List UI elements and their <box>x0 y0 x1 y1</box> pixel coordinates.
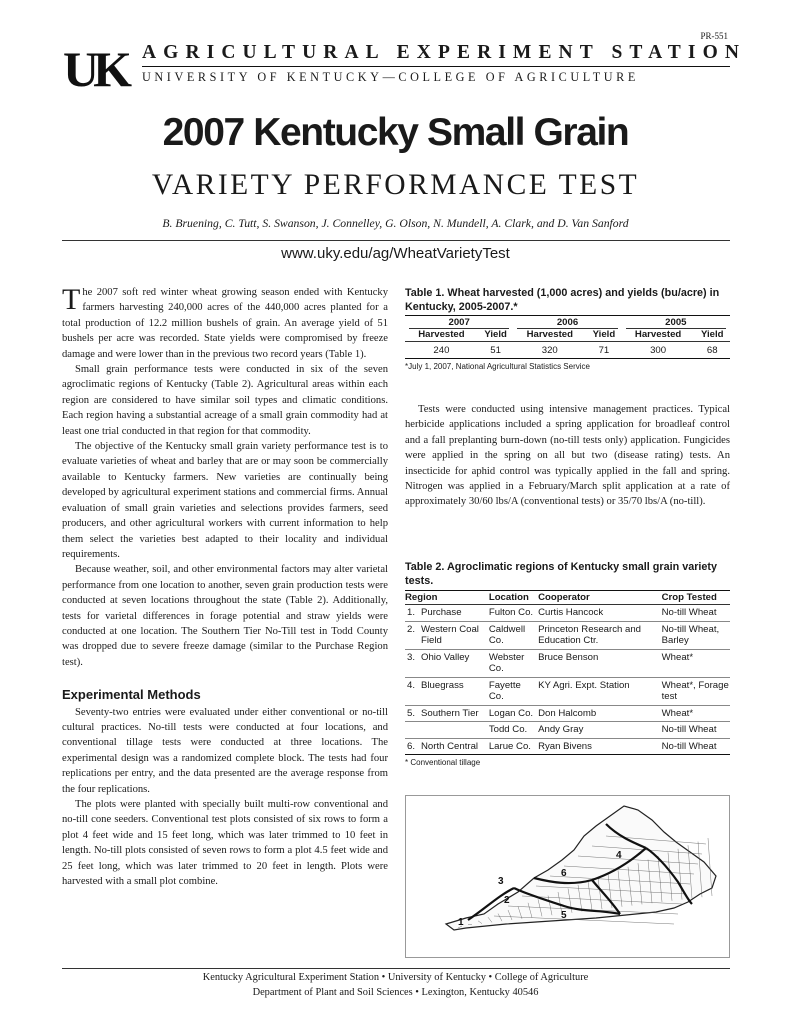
region-cell <box>421 722 489 739</box>
region-cell: Southern Tier <box>421 705 489 722</box>
author-list: B. Bruening, C. Tutt, S. Swanson, J. Connelley, G. Olson, N. Mundell, A. Clark, and D. Van Sanford <box>162 217 629 230</box>
crop-cell: Wheat*, Forage test <box>662 677 730 705</box>
location-cell: Fulton Co. <box>489 605 538 622</box>
column-header: Location <box>489 591 538 605</box>
row-number-cell <box>405 722 421 739</box>
year-header: 2005 <box>622 316 730 330</box>
region-cell: Ohio Valley <box>421 649 489 677</box>
region-cell: North Central <box>421 738 489 755</box>
table-wheat-harvest <box>405 286 730 371</box>
publication-number: PR-551 <box>700 31 728 41</box>
row-number-cell: 6. <box>405 738 421 755</box>
table-row <box>405 705 730 722</box>
regions-table-body <box>405 605 730 755</box>
footer-line: Department of Plant and Soil Sciences • Lexington, Kentucky 40546 <box>252 987 539 998</box>
row-number-cell: 5. <box>405 705 421 722</box>
page-title: 2007 Kentucky Small Grain <box>162 111 629 154</box>
crop-cell: No-till Wheat, Barley <box>662 621 730 649</box>
location-cell: Caldwell Co. <box>489 621 538 649</box>
region-label: 5 <box>561 910 567 921</box>
uk-logo-mark <box>63 44 135 90</box>
logo-letters: UK <box>63 44 126 90</box>
region-cell: Purchase <box>421 605 489 622</box>
cooperator-cell: Ryan Bivens <box>538 738 662 755</box>
body-paragraph: Small grain performance tests were conducted in six of the seven agroclimatic regions of Kentucky (Table 2). Agricultural areas within each region are considered to have similar soil types and climatic conditions. Each region having a substantial acreage of a small grain commodity had at least one trial conducted in that region for that commodity. <box>62 364 388 437</box>
column-header: Yield <box>695 329 730 342</box>
table-cell: 51 <box>478 342 513 359</box>
map-graphic <box>406 796 729 957</box>
crop-cell: Wheat* <box>662 649 730 677</box>
cooperator-cell: Andy Gray <box>538 722 662 739</box>
drop-cap: T <box>62 283 81 316</box>
body-paragraph: Because weather, soil, and other environmental factors may alter varietal performance from one location to another, seven grain production tests were conducted at seven locations throughout the state (Table 2). Additionally, tests for varietal differences in forage potential and straw yields were conducted at one location. The Southern Tier No-Till test in Todd County was dropped due to severe freeze damage (similar to the Purchase Region test). <box>62 564 388 668</box>
footer-line: Kentucky Agricultural Experiment Station • University of Kentucky • College of Agriculture <box>202 972 589 983</box>
row-number-cell: 4. <box>405 677 421 705</box>
row-number-cell: 2. <box>405 621 421 649</box>
cooperator-cell: Curtis Hancock <box>538 605 662 622</box>
column-header: Harvested <box>622 329 695 342</box>
region-label: 3 <box>498 876 504 887</box>
year-header: 2007 <box>405 316 513 330</box>
table-row <box>405 649 730 677</box>
body-paragraph: The plots were planted with specially built multi-row conventional and no-till cone seeders. Conventional test plots consisted of six rows to form a plot 4 feet wide and 15 feet long, which was later trimmed to 10 feet in length. No-till plots consisted of seven rows to form a plot 4.5 feet wide and 25 feet long, which was later trimmed to 20 feet in length. Plots were harvested with a small plot combine. <box>62 799 388 888</box>
body-paragraph: Seventy-two entries were evaluated under either conventional or no-till cultural practices. No-till tests were conducted at four locations, and conventional tillage tests were conducted at three locations. The experimental design was a randomized complete block. The tests had four replications per entry, and the data presented are the average response from the four replications. <box>62 706 388 795</box>
table-cell: 320 <box>513 342 586 359</box>
uk-logo <box>63 44 135 90</box>
column-header: Harvested <box>513 329 586 342</box>
region-label: 6 <box>561 868 567 879</box>
region-label: 4 <box>616 850 622 861</box>
crop-cell: No-till Wheat <box>662 605 730 622</box>
cooperator-cell: Princeton Research and Education Ctr. <box>538 621 662 649</box>
cooperator-cell: Don Halcomb <box>538 705 662 722</box>
table-footnote: *July 1, 2007, National Agricultural Statistics Service <box>405 362 590 371</box>
location-cell: Webster Co. <box>489 649 538 677</box>
state-outline <box>446 806 716 930</box>
table-row <box>405 605 730 622</box>
region-cell: Western Coal Field <box>421 621 489 649</box>
left-column <box>62 285 388 889</box>
crop-cell: Wheat* <box>662 705 730 722</box>
table-footnote: * Conventional tillage <box>405 758 481 767</box>
table-cell: 68 <box>695 342 730 359</box>
table-row <box>405 342 730 359</box>
row-number-cell: 3. <box>405 649 421 677</box>
table-cell: 71 <box>586 342 621 359</box>
column-header: Yield <box>586 329 621 342</box>
location-cell: Fayette Co. <box>489 677 538 705</box>
table-caption: Table 1. Wheat harvested (1,000 acres) and yields (bu/acre) in Kentucky, 2005-2007.* <box>405 287 720 313</box>
table-row <box>405 722 730 739</box>
university-line: UNIVERSITY OF KENTUCKY—COLLEGE OF AGRICULTURE <box>142 70 639 84</box>
table-row <box>405 738 730 755</box>
column-header: Region <box>405 591 489 605</box>
table-agroclimatic-regions <box>405 560 730 767</box>
column-header: Crop Tested <box>662 591 730 605</box>
table-caption: Table 2. Agroclimatic regions of Kentucky small grain variety tests. <box>405 561 718 587</box>
table-cell: 240 <box>405 342 478 359</box>
column-header: Harvested <box>405 329 478 342</box>
table-cell: 300 <box>622 342 695 359</box>
station-title: AGRICULTURAL EXPERIMENT STATION <box>142 42 747 63</box>
column-header: Yield <box>478 329 513 342</box>
title-divider <box>62 240 730 241</box>
harvest-table <box>405 315 730 359</box>
column-header: Cooperator <box>538 591 662 605</box>
cooperator-cell: Bruce Benson <box>538 649 662 677</box>
crop-cell: No-till Wheat <box>662 722 730 739</box>
footer-divider <box>62 968 730 969</box>
regions-table <box>405 590 730 755</box>
row-number-cell: 1. <box>405 605 421 622</box>
section-heading: Experimental Methods <box>62 687 201 703</box>
cooperator-cell: KY Agri. Expt. Station <box>538 677 662 705</box>
paragraph-text: he 2007 soft red winter wheat growing season ended with Kentucky farmers harvesting 240,000 acres of the 440,000 acres planted for a total production of 12.2 million bushels of grain. An average yield of 51 bushels per acre was recorded. State yields were compromised by freeze damage and were lower than in the previous two record years (Table 1). <box>62 287 388 360</box>
methods-paragraph: Tests were conducted using intensive management practices. Typical herbicide applications included a spring application for broadleaf control and a fall preplanting burn-down (no-till tests only) application. Fungicides were applied in the spring on all but two (disease rating) tests. An insecticide for aphid control was typically applied in the fall and spring. Nitrogen was applied in a February/March split application at a rate of approximately 30/60 lbs/A (conventional tests) or 35/70 lbs/A (no-till). <box>405 404 730 508</box>
body-paragraph: The objective of the Kentucky small grain variety performance test is to evaluate varieties of wheat and barley that are or may soon be commercially available to Kentucky farmers. New varieties are continually being developed by agricultural experiment stations and commercial firms. Annual evaluation of small grain varieties and selections provides farmers, seed producers, and other agricultural workers with current information to help them select the varieties best adapted to their locality and individual requirements. <box>62 441 388 560</box>
intro-paragraph <box>62 285 388 362</box>
region-cell: Bluegrass <box>421 677 489 705</box>
crop-cell: No-till Wheat <box>662 738 730 755</box>
location-cell: Logan Co. <box>489 705 538 722</box>
location-cell: Larue Co. <box>489 738 538 755</box>
header-divider <box>142 66 730 67</box>
year-header: 2006 <box>513 316 621 330</box>
web-address-link[interactable]: www.uky.edu/ag/WheatVarietyTest <box>281 245 510 262</box>
location-cell: Todd Co. <box>489 722 538 739</box>
table-row <box>405 621 730 649</box>
region-label: 2 <box>504 895 510 906</box>
region-label: 1 <box>458 917 464 928</box>
table-row <box>405 677 730 705</box>
page-subtitle: VARIETY PERFORMANCE TEST <box>151 169 640 201</box>
kentucky-region-map <box>405 795 730 958</box>
